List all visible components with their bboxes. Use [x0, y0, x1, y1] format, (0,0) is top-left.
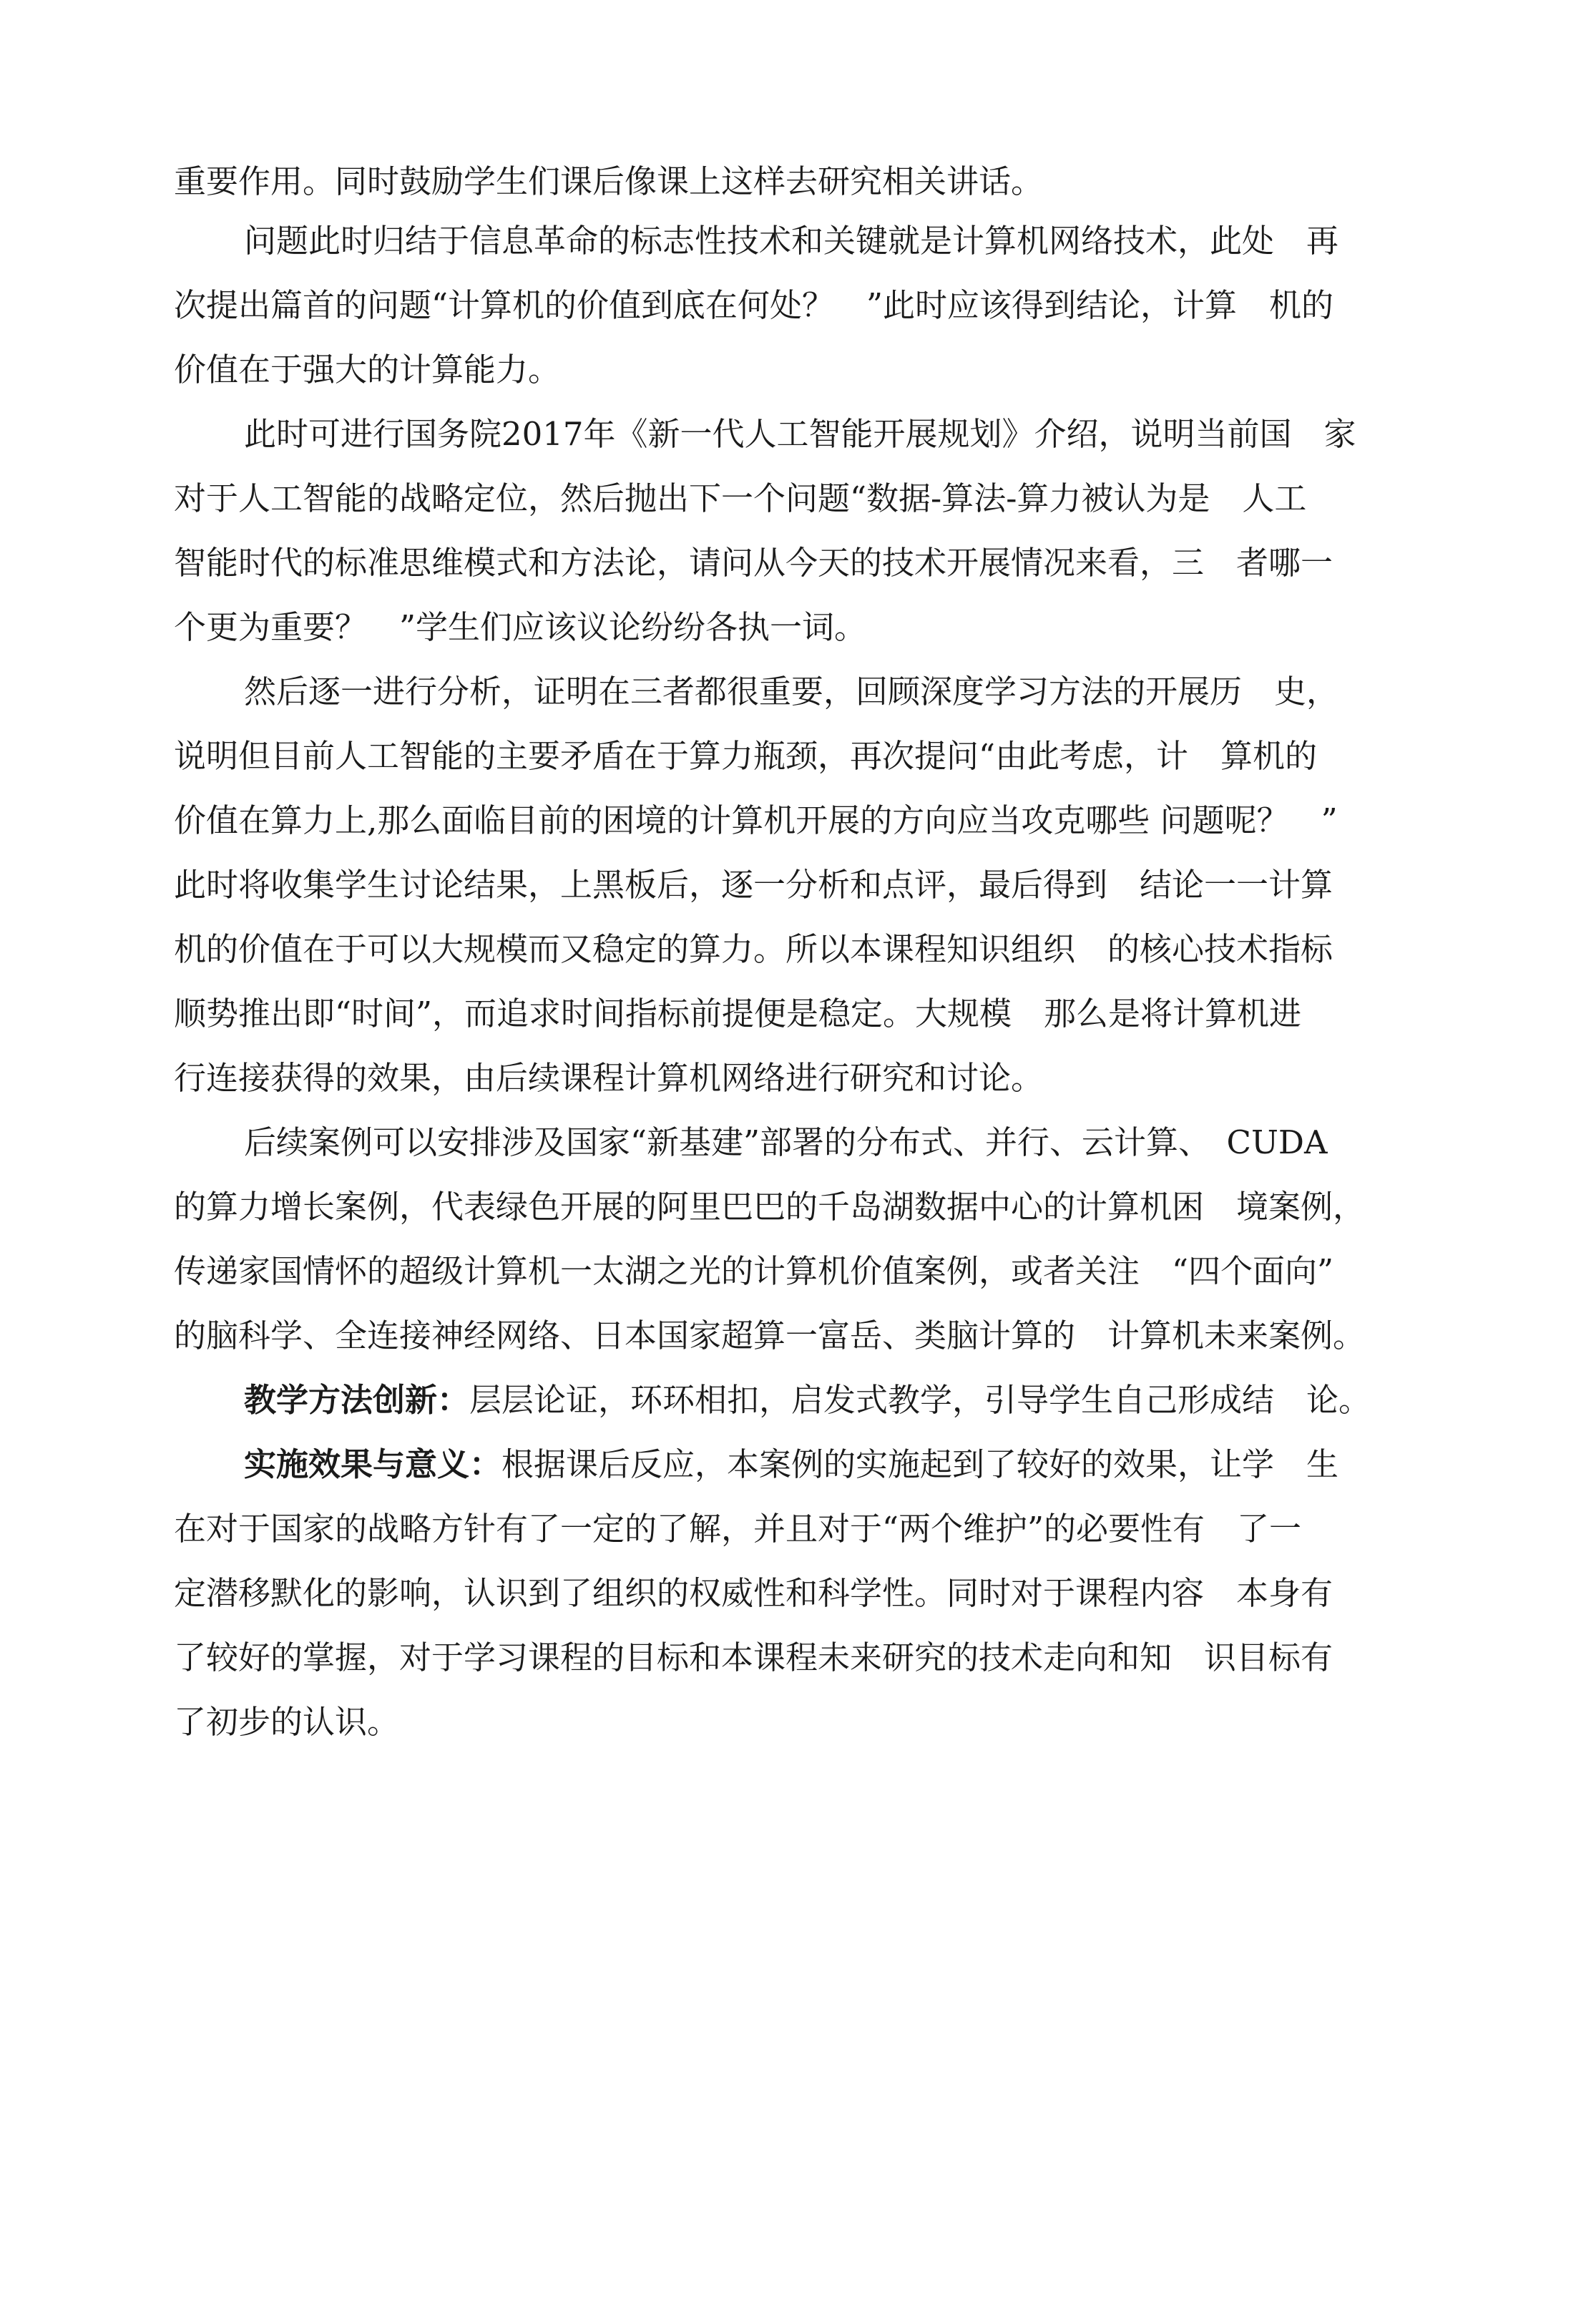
text-line: 价值在于强大的计算能力。	[174, 351, 561, 389]
text-line: 重要作用。同时鼓励学生们课后像课上这样去研究相关讲话。	[174, 162, 1044, 200]
text-line: 层层论证，环环相扣，启发式教学，引导学生自己形成结 论。	[469, 1381, 1371, 1419]
text-line: 此时将收集学生讨论结果，上黑板后，逐一分析和点评，最后得到 结论一一计算	[174, 866, 1333, 904]
text-line: 后续案例可以安排涉及国家“新基建”部署的分布式、并行、云计算、 CUDA	[244, 1123, 1328, 1161]
text-line: 然后逐一进行分析，证明在三者都很重要，回顾深度学习方法的开展历 史，	[244, 673, 1339, 711]
effect-paragraph	[174, 1432, 1411, 1497]
text-line: 在对于国家的战略方针有了一定的了解，并且对于“两个维护”的必要性有 了一	[174, 1510, 1302, 1548]
text-line: 根据课后反应，本案例的实施起到了较好的效果，让学 生	[501, 1445, 1339, 1483]
text-line: 说明但目前人工智能的主要矛盾在于算力瓶颈，再次提问“由此考虑，计 算机的	[174, 737, 1318, 775]
text-line: 定潜移默化的影响，认识到了组织的权威性和科学性。同时对于课程内容 本身有	[174, 1574, 1333, 1612]
text-line: 顺势推出即“时间”，而追求时间指标前提便是稳定。大规模 那么是将计算机进	[174, 995, 1302, 1032]
text-line: 价值在算力上,那么面临目前的困境的计算机开展的方向应当攻克哪些 问题呢？ ”	[174, 801, 1338, 839]
effect-heading: 实施效果与意义：	[244, 1445, 502, 1483]
text-line: 的脑科学、全连接神经网络、日本国家超算一富岳、类脑计算的 计算机未来案例。	[174, 1317, 1366, 1354]
text-line: 机的价值在于可以大规模而又稳定的算力。所以本课程知识组织 的核心技术指标	[174, 930, 1333, 968]
document-body	[174, 159, 1411, 1754]
text-line: 此时可进行国务院2017年《新一代人工智能开展规划》介绍，说明当前国 家	[244, 415, 1356, 453]
text-line: 的算力增长案例，代表绿色开展的阿里巴巴的千岛湖数据中心的计算机困 境案例，	[174, 1188, 1366, 1226]
text-line: 对于人工智能的战略定位，然后抛出下一个问题“数据-算法-算力被认为是 人工	[174, 479, 1307, 517]
text-line: 了初步的认识。	[174, 1703, 400, 1741]
text-line: 行连接获得的效果，由后续课程计算机网络进行研究和讨论。	[174, 1059, 1044, 1097]
text-line: 智能时代的标准思维模式和方法论，请问从今天的技术开展情况来看，三 者哪一	[174, 544, 1333, 582]
text-line: 传递家国情怀的超级计算机一太湖之光的计算机价值案例，或者关注 “四个面向”	[174, 1252, 1334, 1290]
text-line: 个更为重要？ ”学生们应该议论纷纷各执一词。	[174, 608, 867, 646]
method-paragraph	[174, 1368, 1411, 1432]
text-line: 次提出篇首的问题“计算机的价值到底在何处？ ”此时应该得到结论，计算 机的	[174, 286, 1334, 324]
text-line: 了较好的掌握，对于学习课程的目标和本课程未来研究的技术走向和知 识目标有	[174, 1639, 1333, 1676]
method-heading: 教学方法创新：	[244, 1381, 470, 1419]
text-line: 问题此时归结于信息革命的标志性技术和关键就是计算机网络技术，此处 再	[244, 222, 1339, 260]
